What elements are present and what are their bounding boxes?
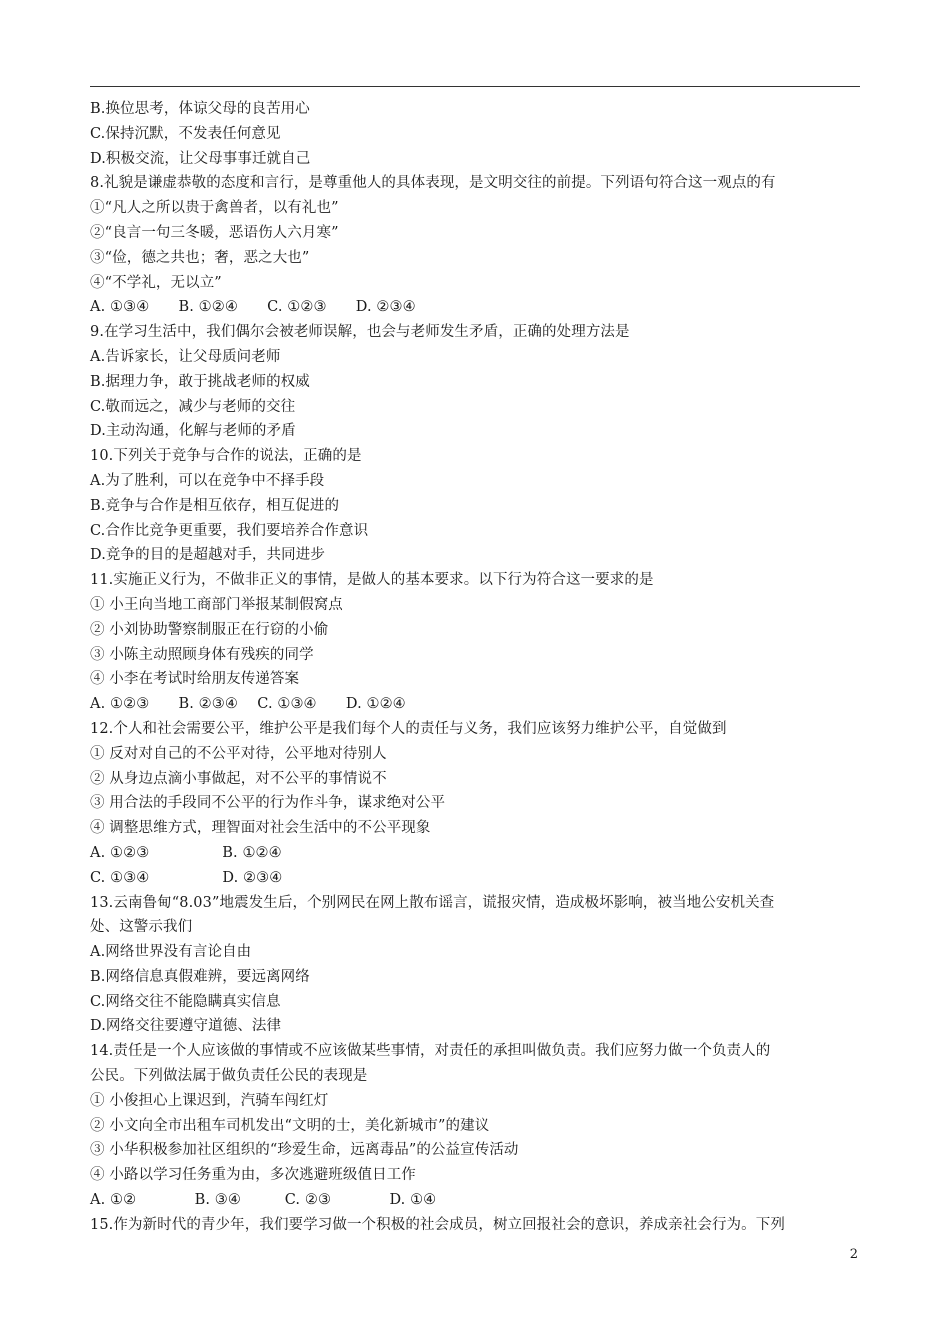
text-line: B.据理力争，敢于挑战老师的权威 xyxy=(90,373,310,390)
text-line: ③ 小华积极参加社区组织的“珍爱生命，远离毒品”的公益宣传活动 xyxy=(90,1142,519,1159)
text-line: C.敬而远之，减少与老师的交往 xyxy=(90,398,296,415)
question-15-stem: 15.作为新时代的青少年，我们要学习做一个积极的社会成员，树立回报社会的意识，养成亲社会行为。下列 xyxy=(90,1216,785,1233)
text-line: ① 反对对自己的不公平对待，公平地对待别人 xyxy=(90,745,387,762)
text-line: D.竞争的目的是超越对手，共同进步 xyxy=(90,547,325,564)
text-line: D.积极交流，让父母事事迁就自己 xyxy=(90,150,311,167)
page-number: 2 xyxy=(849,1247,858,1262)
text-line: C.合作比竞争更重要，我们要培养合作意识 xyxy=(90,522,369,539)
text-line: ① 小俊担心上课迟到，汽骑车闯红灯 xyxy=(90,1092,329,1109)
text-line: ③ 用合法的手段同不公平的行为作斗争，谋求绝对公平 xyxy=(90,795,446,812)
text-line: ② 小文向全市出租车司机发出“文明的士，美化新城市”的建议 xyxy=(90,1117,490,1134)
text-line: ①“凡人之所以贵于禽兽者，以有礼也” xyxy=(90,200,339,217)
text-line: D.主动沟通，化解与老师的矛盾 xyxy=(90,423,296,440)
text-line: ③“俭，德之共也；奢，恶之大也” xyxy=(90,249,310,266)
text-line: A.网络世界没有言论自由 xyxy=(90,944,252,961)
text-line: C.网络交往不能隐瞒真实信息 xyxy=(90,993,281,1010)
text-line: B.换位思考，体谅父母的良苦用心 xyxy=(90,101,310,117)
text-line: A.告诉家长，让父母质问老师 xyxy=(90,348,281,365)
text-line: A.为了胜利，可以在竞争中不择手段 xyxy=(90,472,325,489)
document-body xyxy=(90,97,865,1238)
answer-options: A. ①③④ B. ①②④ C. ①②③ D. ②③④ xyxy=(90,299,416,316)
question-11-stem: 11.实施正义行为，不做非正义的事情，是做人的基本要求。以下行为符合这一要求的是 xyxy=(90,572,654,589)
text-line: ④ 调整思维方式，理智面对社会生活中的不公平现象 xyxy=(90,820,431,837)
text-line: ② 从身边点滴小事做起，对不公平的事情说不 xyxy=(90,770,387,787)
question-10-stem: 10.下列关于竞争与合作的说法，正确的是 xyxy=(90,448,362,465)
text-line: ②“良言一句三冬暖，恶语伤人六月寒” xyxy=(90,224,339,241)
question-14-stem: 14.责任是一个人应该做的事情或不应该做某些事情，对责任的承担叫做负责。我们应努力做一个负责人的 xyxy=(90,1043,771,1060)
question-13-stem: 13.云南鲁甸“8.03”地震发生后，个别网民在网上散布谣言，谎报灾情，造成极坏影响，被当地公安机关查 xyxy=(90,894,775,911)
text-line: ② 小刘协助警察制服正在行窃的小偷 xyxy=(90,621,329,638)
question-12-stem: 12.个人和社会需要公平，维护公平是我们每个人的责任与义务，我们应该努力维护公平，自觉做到 xyxy=(90,720,727,737)
text-line: ① 小王向当地工商部门举报某制假窝点 xyxy=(90,596,343,613)
text-line: B.竞争与合作是相互依存，相互促进的 xyxy=(90,497,340,514)
question-8-stem: 8.礼貌是谦虚恭敬的态度和言行，是尊重他人的具体表现，是文明交往的前提。下列语句符合这一观点的有 xyxy=(90,175,776,192)
text-line: 公民。下列做法属于做负责任公民的表现是 xyxy=(90,1068,368,1085)
text-line: C.保持沉默，不发表任何意见 xyxy=(90,125,281,142)
answer-options: A. ①② B. ③④ C. ②③ D. ①④ xyxy=(90,1192,437,1209)
header-rule xyxy=(90,86,860,87)
text-line: B.网络信息真假难辨，要远离网络 xyxy=(90,968,310,985)
text-line: ④ 小路以学习任务重为由，多次逃避班级值日工作 xyxy=(90,1167,416,1184)
question-9-stem: 9.在学习生活中，我们偶尔会被老师误解，也会与老师发生矛盾，正确的处理方法是 xyxy=(90,324,630,341)
text-line: ④“不学礼，无以立” xyxy=(90,274,222,291)
answer-options: A. ①②③ B. ②③④ C. ①③④ D. ①②④ xyxy=(90,696,406,713)
text-line: ③ 小陈主动照顾身体有残疾的同学 xyxy=(90,646,314,663)
answer-options: C. ①③④ D. ②③④ xyxy=(90,869,283,886)
text-line: ④ 小李在考试时给朋友传递答案 xyxy=(90,671,300,688)
answer-options: A. ①②③ B. ①②④ xyxy=(90,844,282,861)
text-line: D.网络交往要遵守道德、法律 xyxy=(90,1018,282,1035)
text-line: 处、这警示我们 xyxy=(90,919,193,936)
